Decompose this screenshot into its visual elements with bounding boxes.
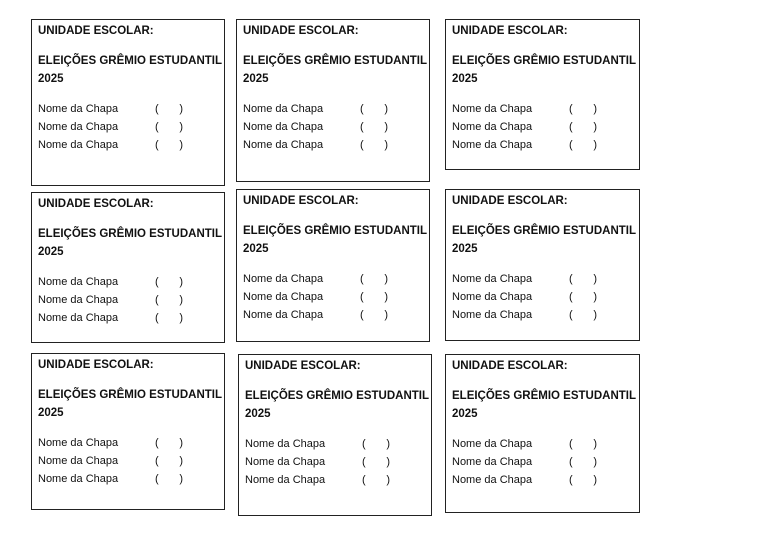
vote-mark-box [569, 306, 597, 324]
election-title-year: 2025 [452, 243, 478, 255]
paren-open: ( [569, 309, 573, 321]
paren-open: ( [569, 139, 573, 151]
slate-name: Nome da Chapa [243, 273, 324, 285]
paren-close: ) [593, 309, 597, 321]
school-label: UNIDADE ESCOLAR: [243, 25, 359, 37]
election-title-line1: ELEIÇÕES GRÊMIO ESTUDANTIL [38, 55, 223, 67]
slate-options [243, 100, 423, 154]
slate-name: Nome da Chapa [38, 103, 119, 115]
paren-open: ( [360, 121, 364, 133]
slate-option [452, 100, 633, 118]
paren-close: ) [179, 103, 183, 115]
paren-close: ) [384, 139, 388, 151]
slate-option [452, 435, 633, 453]
slate-options [245, 435, 425, 489]
paren-open: ( [569, 291, 573, 303]
vote-mark-box [155, 434, 183, 452]
election-title-line1: ELEIÇÕES GRÊMIO ESTUDANTIL [243, 225, 428, 237]
vote-mark-box [360, 136, 388, 154]
election-title [452, 387, 637, 423]
election-title-line1: ELEIÇÕES GRÊMIO ESTUDANTIL [452, 225, 637, 237]
paren-close: ) [179, 312, 183, 324]
paren-open: ( [569, 438, 573, 450]
vote-mark-box [155, 136, 183, 154]
election-title [243, 52, 428, 88]
election-title [38, 225, 223, 261]
vote-mark-box [155, 100, 183, 118]
slate-name: Nome da Chapa [38, 473, 119, 485]
paren-open: ( [155, 139, 159, 151]
paren-close: ) [593, 139, 597, 151]
slate-option [243, 136, 423, 154]
paren-close: ) [593, 273, 597, 285]
paren-close: ) [179, 139, 183, 151]
election-title [38, 52, 223, 88]
slate-name: Nome da Chapa [38, 312, 119, 324]
slate-options [452, 100, 633, 154]
election-title [243, 222, 428, 258]
paren-close: ) [384, 103, 388, 115]
ballot-card-3 [445, 19, 640, 170]
paren-open: ( [569, 273, 573, 285]
slate-options [243, 270, 423, 324]
school-label: UNIDADE ESCOLAR: [38, 359, 154, 371]
slate-option [452, 471, 633, 489]
paren-close: ) [593, 103, 597, 115]
election-title-year: 2025 [243, 73, 269, 85]
slate-option [243, 288, 423, 306]
vote-mark-box [569, 453, 597, 471]
vote-mark-box [155, 309, 183, 327]
slate-name: Nome da Chapa [452, 438, 533, 450]
slate-option [38, 470, 218, 488]
paren-close: ) [593, 456, 597, 468]
paren-close: ) [179, 294, 183, 306]
ballot-card-5 [236, 189, 430, 342]
election-title-line1: ELEIÇÕES GRÊMIO ESTUDANTIL [38, 228, 223, 240]
slate-option [245, 453, 425, 471]
paren-close: ) [384, 291, 388, 303]
paren-close: ) [179, 455, 183, 467]
paren-close: ) [593, 438, 597, 450]
election-title-year: 2025 [245, 408, 271, 420]
slate-option [243, 270, 423, 288]
slate-option [38, 118, 218, 136]
slate-option [38, 434, 218, 452]
slate-name: Nome da Chapa [245, 474, 326, 486]
slate-name: Nome da Chapa [243, 309, 324, 321]
vote-mark-box [569, 136, 597, 154]
slate-option [452, 288, 633, 306]
paren-close: ) [593, 474, 597, 486]
vote-mark-box [362, 435, 390, 453]
slate-options [452, 270, 633, 324]
slate-name: Nome da Chapa [243, 121, 324, 133]
paren-open: ( [360, 273, 364, 285]
vote-mark-box [155, 470, 183, 488]
ballot-card-1 [31, 19, 225, 186]
slate-name: Nome da Chapa [245, 456, 326, 468]
slate-name: Nome da Chapa [452, 309, 533, 321]
paren-close: ) [179, 121, 183, 133]
slate-option [243, 118, 423, 136]
vote-mark-box [569, 118, 597, 136]
slate-option [452, 118, 633, 136]
election-title [38, 386, 223, 422]
ballot-card-9 [445, 354, 640, 513]
paren-close: ) [179, 437, 183, 449]
slate-option [38, 309, 218, 327]
election-title-year: 2025 [38, 407, 64, 419]
slate-options [452, 435, 633, 489]
paren-close: ) [386, 456, 390, 468]
vote-mark-box [569, 100, 597, 118]
slate-name: Nome da Chapa [452, 121, 533, 133]
vote-mark-box [155, 118, 183, 136]
vote-mark-box [155, 273, 183, 291]
election-title-line1: ELEIÇÕES GRÊMIO ESTUDANTIL [243, 55, 428, 67]
slate-option [38, 100, 218, 118]
slate-option [38, 136, 218, 154]
ballot-card-8 [238, 354, 432, 516]
slate-option [245, 435, 425, 453]
slate-name: Nome da Chapa [245, 438, 326, 450]
election-title-year: 2025 [452, 408, 478, 420]
school-label: UNIDADE ESCOLAR: [245, 360, 361, 372]
slate-name: Nome da Chapa [38, 276, 119, 288]
slate-name: Nome da Chapa [243, 103, 324, 115]
vote-mark-box [569, 288, 597, 306]
vote-mark-box [362, 453, 390, 471]
school-label: UNIDADE ESCOLAR: [38, 25, 154, 37]
election-title-year: 2025 [38, 73, 64, 85]
election-title [245, 387, 430, 423]
slate-name: Nome da Chapa [243, 291, 324, 303]
slate-name: Nome da Chapa [38, 437, 119, 449]
paren-open: ( [360, 139, 364, 151]
paren-open: ( [155, 276, 159, 288]
slate-option [452, 270, 633, 288]
slate-name: Nome da Chapa [452, 474, 533, 486]
paren-open: ( [155, 312, 159, 324]
slate-options [38, 434, 218, 488]
paren-close: ) [593, 121, 597, 133]
paren-close: ) [179, 473, 183, 485]
election-title-year: 2025 [452, 73, 478, 85]
paren-close: ) [384, 121, 388, 133]
slate-option [452, 306, 633, 324]
slate-option [245, 471, 425, 489]
slate-name: Nome da Chapa [38, 455, 119, 467]
paren-open: ( [155, 121, 159, 133]
paren-close: ) [179, 276, 183, 288]
paren-open: ( [569, 474, 573, 486]
slate-name: Nome da Chapa [452, 456, 533, 468]
paren-open: ( [360, 103, 364, 115]
paren-open: ( [362, 456, 366, 468]
slate-name: Nome da Chapa [452, 273, 533, 285]
election-title-line1: ELEIÇÕES GRÊMIO ESTUDANTIL [38, 389, 223, 401]
slate-name: Nome da Chapa [38, 139, 119, 151]
paren-close: ) [384, 273, 388, 285]
slate-name: Nome da Chapa [452, 291, 533, 303]
paren-close: ) [386, 474, 390, 486]
school-label: UNIDADE ESCOLAR: [452, 195, 568, 207]
ballot-card-6 [445, 189, 640, 341]
paren-open: ( [569, 103, 573, 115]
paren-open: ( [155, 294, 159, 306]
slate-name: Nome da Chapa [38, 294, 119, 306]
school-label: UNIDADE ESCOLAR: [38, 198, 154, 210]
slate-option [38, 273, 218, 291]
paren-open: ( [360, 291, 364, 303]
paren-open: ( [155, 455, 159, 467]
slate-name: Nome da Chapa [452, 139, 533, 151]
ballot-card-4 [31, 192, 225, 343]
slate-option [243, 100, 423, 118]
ballot-card-2 [236, 19, 430, 182]
slate-options [38, 100, 218, 154]
vote-mark-box [360, 118, 388, 136]
paren-close: ) [386, 438, 390, 450]
election-title-line1: ELEIÇÕES GRÊMIO ESTUDANTIL [452, 55, 637, 67]
slate-option [243, 306, 423, 324]
paren-open: ( [362, 438, 366, 450]
slate-option [452, 136, 633, 154]
slate-option [38, 452, 218, 470]
slate-options [38, 273, 218, 327]
vote-mark-box [155, 291, 183, 309]
ballot-card-7 [31, 353, 225, 510]
election-title-line1: ELEIÇÕES GRÊMIO ESTUDANTIL [245, 390, 430, 402]
vote-mark-box [569, 270, 597, 288]
vote-mark-box [569, 435, 597, 453]
election-title-line1: ELEIÇÕES GRÊMIO ESTUDANTIL [452, 390, 637, 402]
vote-mark-box [362, 471, 390, 489]
vote-mark-box [360, 288, 388, 306]
vote-mark-box [360, 270, 388, 288]
election-title-year: 2025 [243, 243, 269, 255]
paren-close: ) [593, 291, 597, 303]
slate-name: Nome da Chapa [38, 121, 119, 133]
school-label: UNIDADE ESCOLAR: [452, 360, 568, 372]
paren-open: ( [155, 473, 159, 485]
paren-open: ( [569, 121, 573, 133]
paren-open: ( [569, 456, 573, 468]
election-title [452, 222, 637, 258]
paren-open: ( [362, 474, 366, 486]
paren-open: ( [155, 437, 159, 449]
vote-mark-box [569, 471, 597, 489]
slate-option [38, 291, 218, 309]
slate-option [452, 453, 633, 471]
election-title-year: 2025 [38, 246, 64, 258]
vote-mark-box [360, 306, 388, 324]
paren-close: ) [384, 309, 388, 321]
slate-name: Nome da Chapa [243, 139, 324, 151]
vote-mark-box [155, 452, 183, 470]
school-label: UNIDADE ESCOLAR: [452, 25, 568, 37]
election-title [452, 52, 637, 88]
school-label: UNIDADE ESCOLAR: [243, 195, 359, 207]
vote-mark-box [360, 100, 388, 118]
paren-open: ( [155, 103, 159, 115]
paren-open: ( [360, 309, 364, 321]
slate-name: Nome da Chapa [452, 103, 533, 115]
